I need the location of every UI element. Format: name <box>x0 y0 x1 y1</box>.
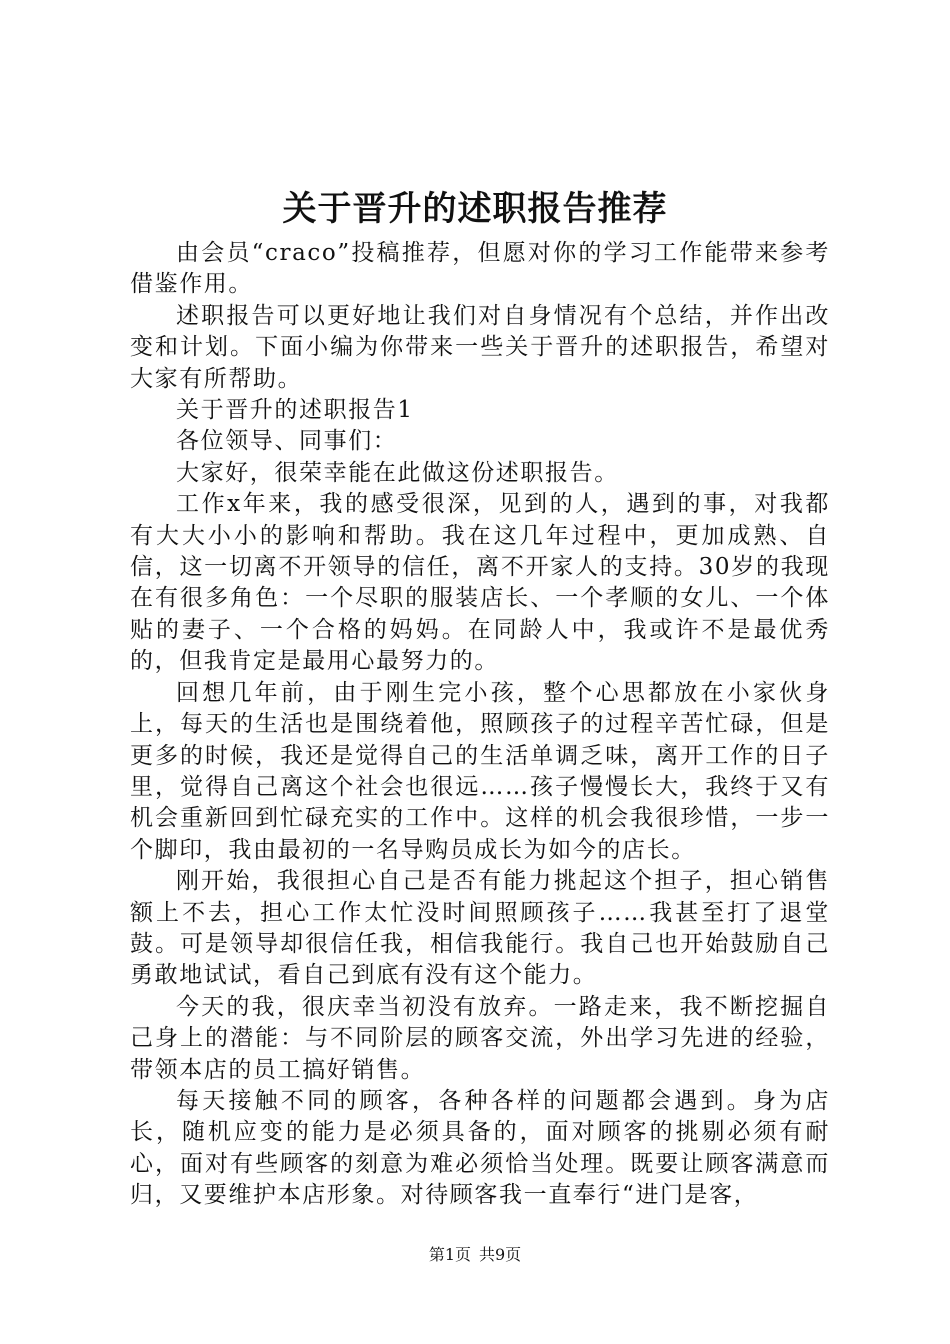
salutation: 各位领导、同事们： <box>176 428 398 455</box>
greeting: 大家好，很荣幸能在此做这份述职报告。 <box>176 459 619 486</box>
paragraph-beginning: 刚开始，我很担心自己是否有能力挑起这个担子，担心销售额上不去，担心工作太忙没时间照顾孩子……我甚至打了退堂鼓。可是领导却很信任我，相信我能行。我自己也开始鼓励自己勇敢地试试，看自己到底有没有这个能力。 <box>130 868 830 989</box>
page-footer <box>0 1244 950 1266</box>
paragraph-summary: 述职报告可以更好地让我们对自身情况有个总结，并作出改变和计划。下面小编为你带来一些关于晋升的述职报告，希望对大家有所帮助。 <box>130 302 830 392</box>
section-heading: 关于晋升的述职报告1 <box>176 397 414 424</box>
paragraph-intro: 由会员“craco”投稿推荐，但愿对你的学习工作能带来参考借鉴作用。 <box>130 240 830 298</box>
document-title: 关于晋升的述职报告推荐 <box>282 189 668 229</box>
page-total: 共9页 <box>479 1245 522 1264</box>
page-number: 第1页 <box>428 1245 471 1264</box>
paragraph-today: 今天的我，很庆幸当初没有放弃。一路走来，我不断挖掘自己身上的潜能：与不同阶层的顾客交流，外出学习先进的经验，带领本店的员工搞好销售。 <box>130 993 830 1083</box>
paragraph-work-years: 工作x年来，我的感受很深，见到的人，遇到的事，对我都有大大小小的影响和帮助。我在这几年过程中，更加成熟、自信，这一切离不开领导的信任，离不开家人的支持。30岁的我现在有很多角色：一个尽职的服装店长、一个孝顺的女儿、一个体贴的妻子、一个合格的妈妈。在同龄人中，我或许不是最优秀的，但我肯定是最用心最努力的。 <box>130 491 830 675</box>
paragraph-customers: 每天接触不同的顾客，各种各样的问题都会遇到。身为店长，随机应变的能力是必须具备的，面对顾客的挑剔必须有耐心，面对有些顾客的刻意为难必须恰当处理。既要让顾客满意而归，又要维护本店形象。对待顾客我一直奉行“进门是客， <box>130 1087 830 1209</box>
document-body <box>130 238 830 1212</box>
paragraph-recall: 回想几年前，由于刚生完小孩，整个心思都放在小家伙身上，每天的生活也是围绕着他，照顾孩子的过程辛苦忙碌，但是更多的时候，我还是觉得自己的生活单调乏味，离开工作的日子里，觉得自己离这个社会也很远……孩子慢慢长大，我终于又有机会重新回到忙碌充实的工作中。这样的机会我很珍惜，一步一个脚印，我由最初的一名导购员成长为如今的店长。 <box>130 679 830 863</box>
